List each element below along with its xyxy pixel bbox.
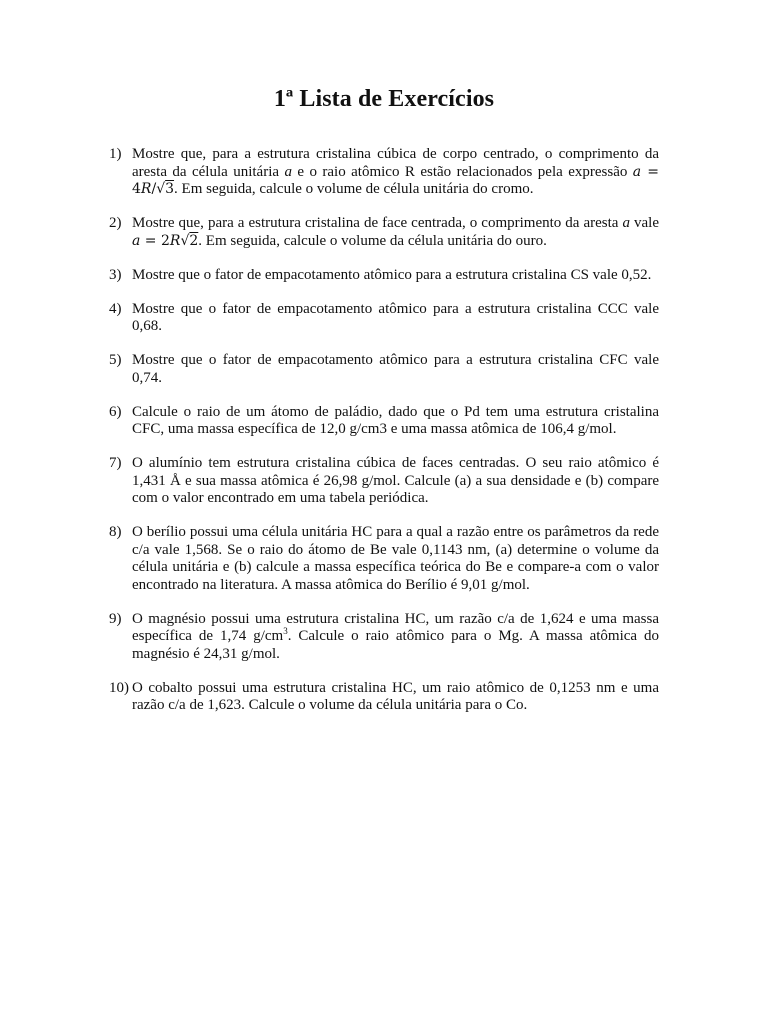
equation-lhs: a — [132, 232, 141, 249]
equation-slash: / — [151, 181, 157, 197]
equation-lhs: a — [632, 163, 642, 180]
exercise-number: 10) — [109, 679, 129, 696]
exercise-item-4 — [109, 301, 659, 336]
exercise-text: O magnésio possui uma estrutura cristalina HC, um razão c/a de 1,624 e uma massa específica de 1,74 g/cm — [132, 610, 659, 644]
exercise-text: . Em seguida, calcule o volume da célula unitária do ouro. — [198, 232, 547, 249]
exercise-number: 5) — [109, 352, 122, 368]
exercise-text: O alumínio tem estrutura cristalina cúbica de faces centradas. O seu raio atômico é 1,431 Å e sua massa atômica é 26,98 g/mol. Calcule (a) a sua densidade e (b) compare com o valor encontrado em uma tabela periódica. — [132, 455, 659, 506]
sqrt-symbol: √ — [156, 181, 166, 197]
exercise-item-8 — [109, 524, 659, 594]
variable-a: a — [284, 163, 292, 180]
exercise-text: e o raio atômico R estão relacionados pela expressão — [291, 163, 633, 180]
exercise-text: Mostre que o fator de empacotamento atômico para a estrutura cristalina CCC vale 0,68. — [132, 300, 659, 334]
exercise-number: 4) — [109, 300, 122, 317]
exercise-item-5 — [109, 352, 659, 387]
exercise-number: 1) — [109, 146, 122, 162]
exercise-text: vale — [629, 215, 659, 231]
document-title: 1ª Lista de Exercícios — [273, 86, 495, 112]
exercise-item-3 — [109, 267, 659, 285]
exercise-text: . Calcule o raio atômico para o Mg. A massa atômica do magnésio é 24,31 g/mol. — [132, 628, 659, 662]
exercise-text: Calcule o raio de um átomo de paládio, dado que o Pd tem uma estrutura cristalina CFC, uma massa específica de 12,0 g/cm3 e uma massa atômica de 106,4 g/mol. — [132, 403, 659, 437]
exercise-number: 2) — [109, 215, 122, 231]
exercise-item-6 — [109, 404, 659, 439]
exercise-text: O berílio possui uma célula unitária HC para a qual a razão entre os parâmetros da rede c/a vale 1,568. Se o raio do átomo de Be vale 0,1143 nm, (a) determine o volume da célula unitária e (b) calcule a massa específica teórica do Be e compare-a com o valor encontrado na literatura. A massa atômica do Berílio é 9,01 g/mol. — [132, 524, 659, 593]
sqrt-symbol: √ — [180, 232, 190, 249]
exercise-number: 3) — [109, 266, 122, 283]
exercise-number: 9) — [109, 610, 122, 627]
exercise-text: Mostre que o fator de empacotamento atômico para a estrutura cristalina CS vale 0,52. — [132, 266, 652, 283]
superscript: 3 — [283, 626, 288, 636]
exercise-text: Mostre que o fator de empacotamento atômico para a estrutura cristalina CFC vale 0,74. — [132, 352, 659, 386]
exercise-text: Mostre que, para a estrutura cristalina cúbica de corpo centrado, o comprimento da aresta da célula unitária — [132, 146, 659, 180]
sqrt-radicand: 2 — [189, 232, 199, 249]
exercise-text: Mostre que, para a estrutura cristalina de face centrada, o comprimento da aresta — [132, 215, 623, 231]
sqrt-radicand: 3 — [165, 181, 175, 197]
exercise-item-1 — [109, 146, 659, 199]
equation-fcc — [132, 233, 198, 249]
variable-a: a — [622, 215, 630, 231]
exercise-number: 6) — [109, 403, 122, 420]
exercise-text: O cobalto possui uma estrutura cristalina HC, um raio atômico de 0,1253 nm e uma razão c/a de 1,623. Calcule o volume da célula unitária para o Co. — [132, 679, 659, 713]
equation-mid: = 4 — [132, 163, 659, 197]
equation-r: R — [169, 232, 181, 249]
equation-r: R — [140, 181, 152, 197]
exercise-item-7 — [109, 455, 659, 508]
exercise-item-10 — [109, 680, 659, 715]
exercise-list — [109, 146, 659, 731]
exercise-item-2 — [109, 215, 659, 250]
exercise-text: . Em seguida, calcule o volume de célula unitária do cromo. — [174, 181, 534, 197]
exercise-number: 7) — [109, 455, 122, 471]
exercise-number: 8) — [109, 524, 122, 540]
equation-mid: = 2 — [140, 232, 170, 249]
exercise-item-9 — [109, 611, 659, 664]
